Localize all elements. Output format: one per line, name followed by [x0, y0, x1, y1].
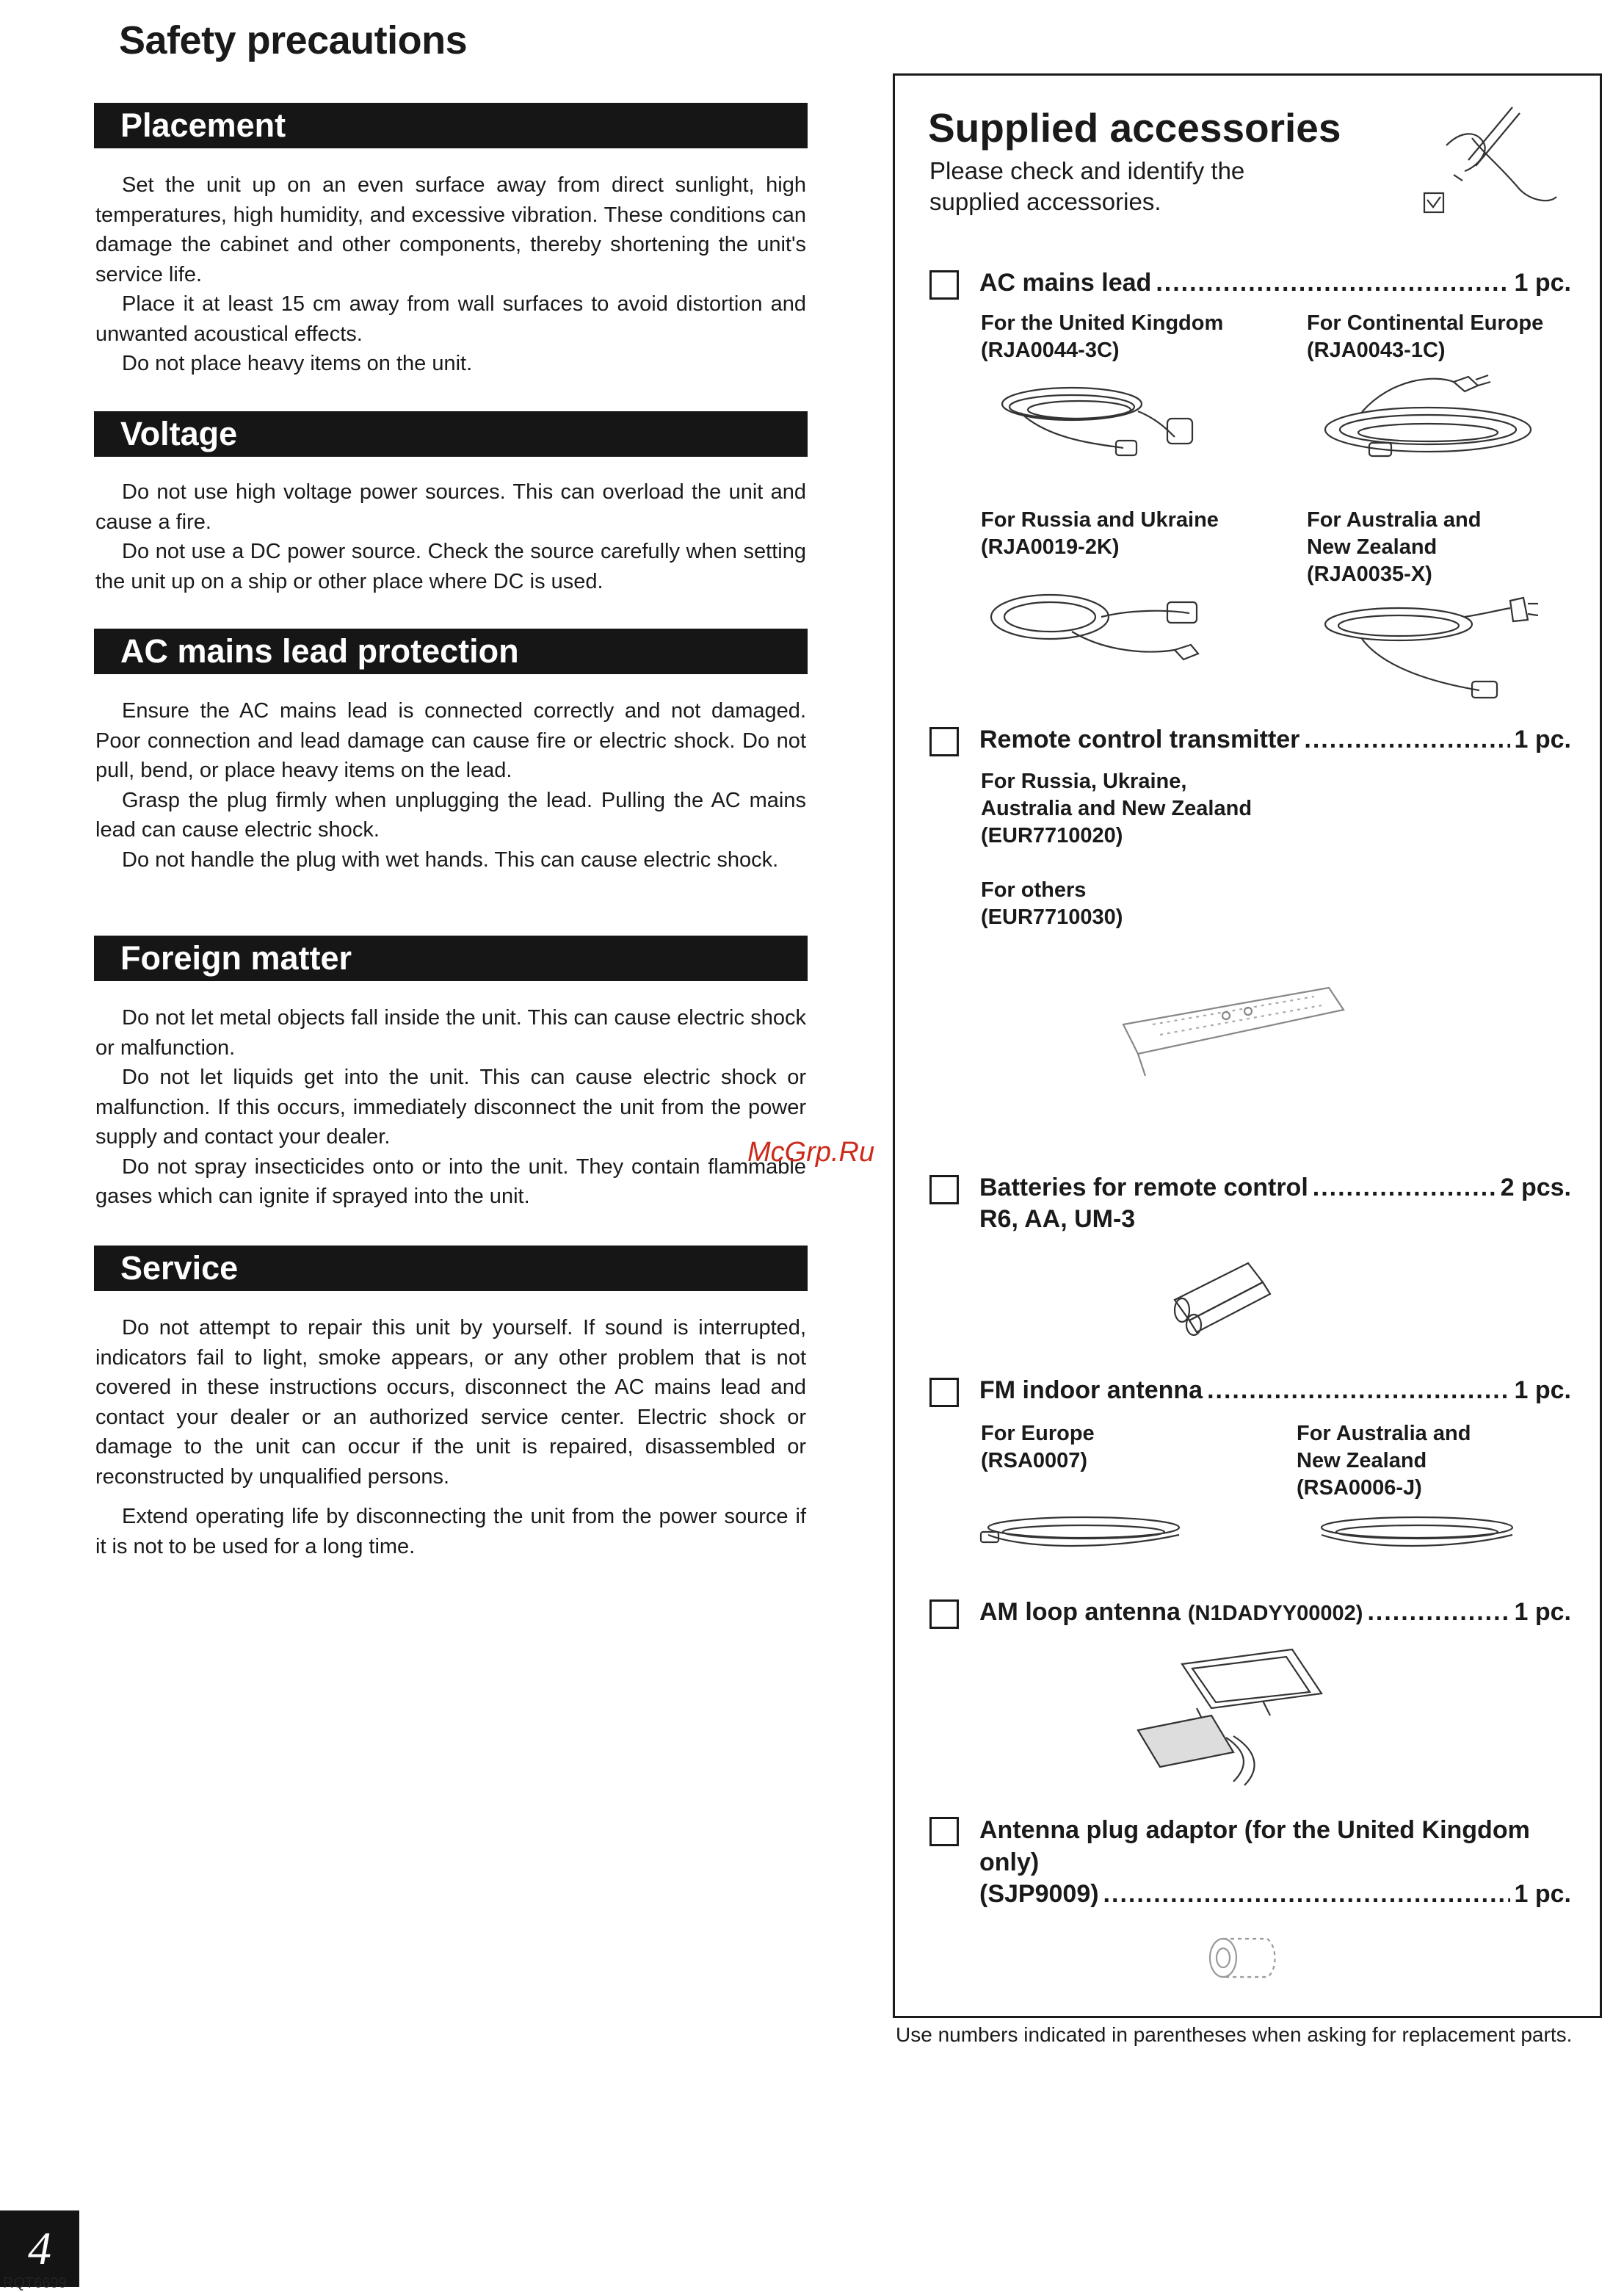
variant-label: For Europe	[981, 1422, 1095, 1445]
item-fm-antenna	[979, 1376, 1571, 1405]
variant-label: For Russia, Ukraine,	[981, 770, 1187, 793]
item-qty: 1 pc.	[1514, 1598, 1571, 1626]
section-heading-ac-mains-lead-protection: AC mains lead protection	[94, 629, 808, 674]
checkbox-am-antenna[interactable]	[929, 1599, 959, 1629]
remote-variant-others	[981, 877, 1123, 931]
variant-uk	[981, 310, 1223, 364]
cable-europe-illustration	[1318, 371, 1538, 466]
paragraph: Set the unit up on an even surface away from direct sunlight, high temperatures, high humidity, and excessive vibration. These conditions can damage the cabinet and other components, thereby shortening the unit's service life.	[95, 173, 806, 286]
item-name: FM indoor antenna	[979, 1376, 1203, 1404]
variant-label: For Australia and	[1307, 508, 1482, 532]
accessories-title: Supplied accessories	[928, 105, 1341, 151]
fm-variant-australia-nz	[1297, 1420, 1471, 1502]
leader-dots	[1103, 1880, 1510, 1909]
section-body-foreign-matter	[95, 1003, 806, 1212]
variant-code: (RJA0035-X)	[1307, 563, 1432, 586]
page-number: 4	[0, 2210, 79, 2287]
fm-antenna-australia-illustration	[1307, 1505, 1520, 1564]
remote-variant-russia-ukraine-australia	[981, 768, 1252, 850]
item-qty: 1 pc.	[1514, 1376, 1571, 1404]
accessories-subtitle: Please check and identify the supplied accessories.	[929, 157, 1245, 215]
variant-code: (RJA0044-3C)	[981, 339, 1120, 362]
paragraph: Ensure the AC mains lead is connected correctly and not damaged. Poor connection and lead damage can cause fire or electric shock. Do not pull, bend, or place heavy items on the lead.	[95, 699, 806, 782]
paragraph: Do not handle the plug with wet hands. This can cause electric shock.	[122, 847, 779, 872]
item-qty: 1 pc.	[1514, 726, 1571, 753]
section-body-ac-mains-lead-protection	[95, 696, 806, 875]
leader-dots	[1156, 269, 1509, 297]
variant-code: (EUR7710020)	[981, 824, 1123, 847]
item-qty: 1 pc.	[1514, 1880, 1571, 1908]
item-code: (N1DADYY00002)	[1187, 1602, 1363, 1625]
leader-dots	[1313, 1174, 1496, 1202]
item-code: (SJP9009)	[979, 1880, 1099, 1908]
variant-label: For others	[981, 878, 1087, 902]
variant-continental-europe	[1307, 310, 1543, 364]
section-heading-service: Service	[94, 1246, 808, 1291]
item-name: Remote control transmitter	[979, 726, 1300, 753]
leader-dots	[1367, 1598, 1509, 1627]
variant-code: (RJA0043-1C)	[1307, 339, 1446, 362]
variant-label: For Continental Europe	[1307, 311, 1544, 335]
checkbox-ac-mains-lead[interactable]	[929, 270, 959, 300]
antenna-plug-adaptor-illustration	[1204, 1931, 1292, 1990]
section-body-voltage	[95, 477, 806, 596]
paragraph: Do not use a DC power source. Check the source carefully when setting the unit up on a ship or other place where DC is used.	[95, 540, 806, 593]
watermark: McGrp.Ru	[747, 1137, 875, 1168]
paragraph: Do not place heavy items on the unit.	[122, 352, 473, 375]
adaptor-line-1: Antenna plug adaptor (for the United Kingdom	[979, 1816, 1530, 1844]
section-heading-placement: Placement	[94, 103, 808, 148]
variant-label-2: New Zealand	[1297, 1449, 1427, 1472]
leader-dots	[1304, 726, 1509, 754]
variant-australia-nz	[1307, 507, 1481, 588]
fm-antenna-europe-illustration	[981, 1505, 1194, 1564]
paragraph: Grasp the plug firmly when unplugging the lead. Pulling the AC mains lead can cause electric shock.	[95, 788, 806, 842]
footer-note: Use numbers indicated in parentheses when asking for replacement parts.	[896, 2023, 1573, 2046]
item-name: Batteries for remote control	[979, 1174, 1308, 1201]
item-qty: 1 pc.	[1514, 269, 1571, 297]
checkbox-remote-control[interactable]	[929, 727, 959, 756]
section-heading-voltage: Voltage	[94, 411, 808, 457]
variant-label: For the United Kingdom	[981, 311, 1224, 335]
leader-dots	[1207, 1376, 1509, 1405]
cable-uk-illustration	[991, 375, 1204, 470]
paragraph: Place it at least 15 cm away from wall surfaces to avoid distortion and unwanted acoustical effects.	[95, 292, 806, 346]
adaptor-line-2: only)	[979, 1848, 1040, 1876]
paragraph: Do not let metal objects fall inside the unit. This can cause electric shock or malfunction.	[95, 1006, 806, 1060]
remote-control-illustration	[1109, 973, 1358, 1091]
model-code: RQT6699	[3, 2275, 67, 2291]
item-antenna-plug-adaptor	[979, 1880, 1571, 1909]
section-heading-foreign-matter: Foreign matter	[94, 936, 808, 981]
paragraph: Do not spray insecticides onto or into the unit. They contain flammable gases which can ignite if sprayed into the unit.	[95, 1154, 806, 1208]
hand-writing-checkmark-icon	[1402, 101, 1564, 219]
variant-russia-ukraine	[981, 507, 1219, 561]
variant-label: Australia and New Zealand	[981, 797, 1253, 820]
battery-type: R6, AA, UM-3	[979, 1205, 1136, 1233]
am-loop-antenna-illustration	[1131, 1642, 1336, 1789]
section-body-placement	[95, 170, 806, 379]
variant-code: (EUR7710030)	[981, 905, 1123, 929]
item-name: AC mains lead	[979, 269, 1152, 297]
item-name: AM loop antenna	[979, 1598, 1181, 1626]
cable-australia-illustration	[1318, 588, 1545, 705]
paragraph: Extend operating life by disconnecting the unit from the power source if it is not to be used for a long time.	[95, 1505, 806, 1558]
item-qty: 2 pcs.	[1500, 1174, 1571, 1201]
variant-code: (RSA0007)	[981, 1449, 1088, 1472]
variant-label-2: New Zealand	[1307, 535, 1438, 559]
checkbox-antenna-plug-adaptor[interactable]	[929, 1817, 959, 1846]
variant-label: For Russia and Ukraine	[981, 508, 1219, 532]
page-title: Safety precautions	[119, 18, 468, 62]
paragraph: Do not use high voltage power sources. This can overload the unit and cause a fire.	[95, 480, 806, 534]
variant-code: (RSA0006-J)	[1297, 1476, 1422, 1500]
section-body-service	[95, 1313, 806, 1561]
fm-variant-europe	[981, 1420, 1095, 1475]
paragraph: Do not let liquids get into the unit. This can cause electric shock or malfunction. If this occurs, immediately disconnect the unit from the power supply and contact your dealer.	[95, 1066, 806, 1149]
item-ac-mains-lead	[979, 269, 1571, 297]
paragraph: Do not attempt to repair this unit by yourself. If sound is interrupted, indicators fail to light, smoke appears, or any other problem that is not covered in these instructions occurs, disconnect the AC mains lead and contact your dealer or an authorized service center. Electric shock or damage to the unit can occur if the unit is repaired, disassembled or reconstructed by unqualified persons.	[95, 1316, 806, 1489]
variant-code: (RJA0019-2K)	[981, 535, 1120, 559]
batteries-illustration	[1160, 1248, 1292, 1337]
cable-russia-illustration	[984, 580, 1211, 676]
checkbox-batteries[interactable]	[929, 1175, 959, 1204]
item-remote-control	[979, 726, 1571, 754]
checkbox-fm-antenna[interactable]	[929, 1378, 959, 1407]
item-am-antenna	[979, 1598, 1571, 1627]
item-batteries	[979, 1174, 1571, 1202]
variant-label: For Australia and	[1297, 1422, 1471, 1445]
